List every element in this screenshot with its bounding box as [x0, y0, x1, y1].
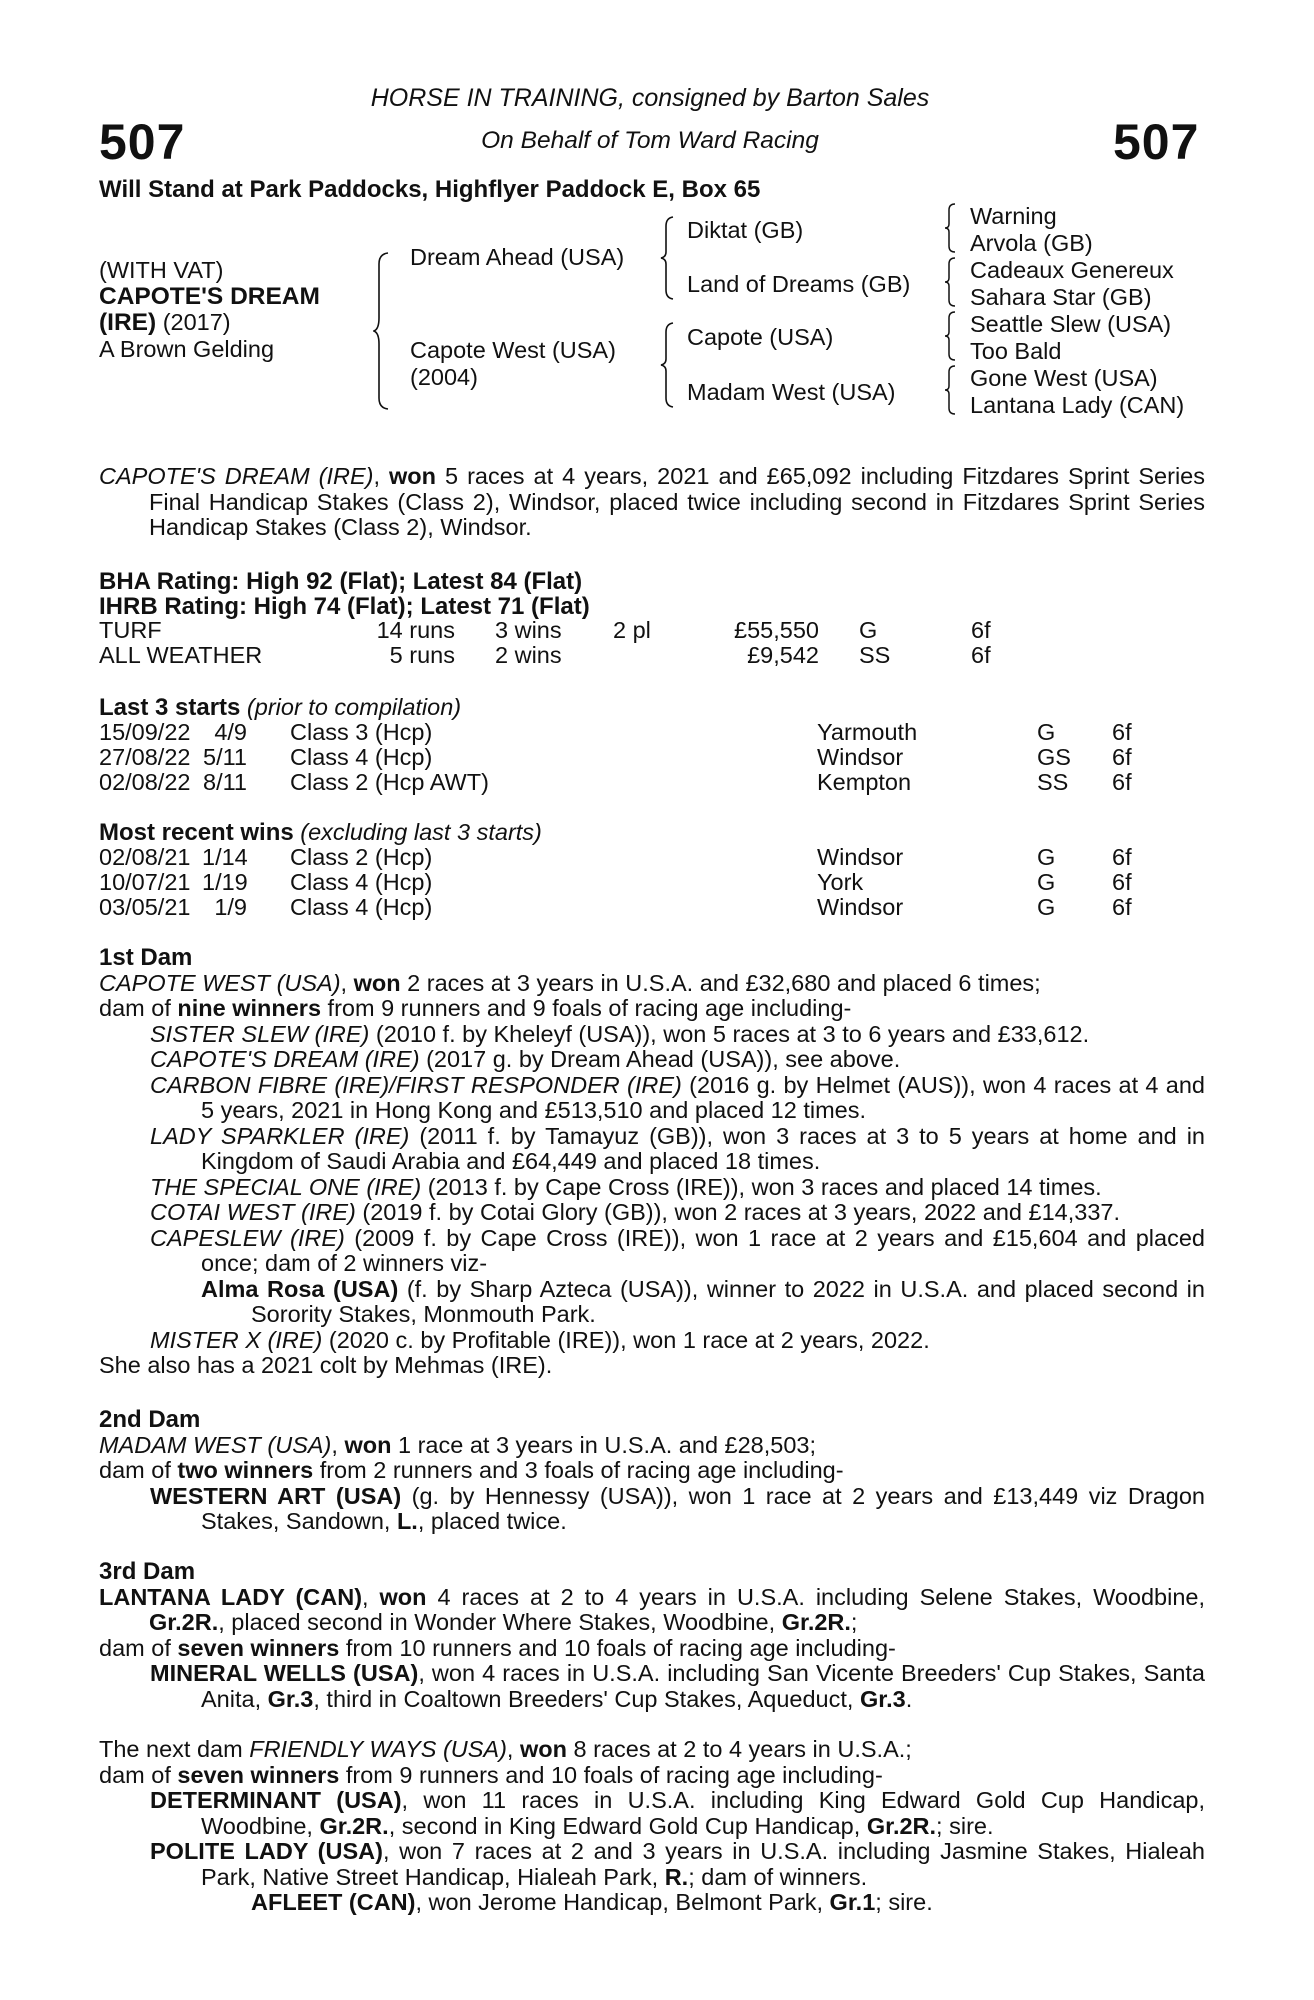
horse-country: (IRE) [99, 309, 157, 336]
won-label: won [344, 1431, 392, 1458]
won-label: won [379, 1583, 427, 1610]
start-date: 27/08/22 [99, 744, 191, 770]
first-dam-produce [99, 996, 1205, 1022]
produce-text: from 9 runners and 10 foals of racing age including- [339, 1761, 883, 1788]
progeny-entry [99, 1022, 1205, 1048]
first-dam-section [99, 945, 1205, 1379]
row-distance: 6f [971, 617, 991, 643]
start-class: Class 2 (Hcp AWT) [290, 769, 489, 795]
horse-name-suffix [99, 310, 231, 336]
row-going: G [859, 617, 878, 643]
row-label: ALL WEATHER [99, 642, 263, 668]
progeny-name: POLITE LADY (USA) [150, 1838, 383, 1864]
progeny-text: (2017 g. by Dream Ahead (USA)), see above. [419, 1046, 901, 1072]
start-distance: 6f [1112, 744, 1132, 770]
start-class: Class 3 (Hcp) [290, 719, 433, 745]
progeny-text: , won 11 races in U.S.A. including King Edward Gold Cup Handicap, Woodbine, [201, 1787, 1205, 1839]
row-runs: 14 runs [376, 617, 455, 643]
start-course: Kempton [817, 769, 912, 795]
produce-text: from 2 runners and 3 foals of racing age including- [313, 1457, 844, 1483]
win-position: 1/14 [202, 844, 248, 870]
summary-won: won [389, 463, 437, 489]
progeny-entry [99, 1661, 1205, 1712]
lot-number-right: 507 [1113, 114, 1200, 170]
brace-dd [944, 365, 956, 415]
progeny-text: (f. by Sharp Azteca (USA)), winner to 2022 in U.S.A. and placed second in Sorority Stakes, Monmouth Park. [251, 1275, 1205, 1327]
row-label: TURF [99, 617, 162, 643]
ped-sdd: Sahara Star (GB) [970, 284, 1152, 310]
progeny-text: (2016 g. by Helmet (AUS)), won 4 races at 4 and 5 years, 2021 in Hong Kong and £513,510 and placed 12 times. [201, 1071, 1205, 1123]
progeny-name: LADY SPARKLER (IRE) [150, 1122, 410, 1149]
first-dam-text: 2 races at 3 years in U.S.A. and £32,680 and placed 6 times; [400, 969, 1041, 996]
race-grade: Gr.1 [829, 1889, 876, 1915]
progeny-text: , won Jerome Handicap, Belmont Park, [415, 1889, 830, 1915]
vat-note: (WITH VAT) [99, 257, 224, 283]
second-dam-produce [99, 1458, 1205, 1484]
progeny-name: SISTER SLEW (IRE) [150, 1020, 370, 1047]
horse-year: (2017) [156, 309, 231, 335]
sire-dam: Land of Dreams (GB) [687, 271, 911, 297]
start-going: SS [1037, 769, 1069, 795]
progeny-text: (2020 c. by Profitable (IRE)), won 1 race at 2 years, 2022. [322, 1326, 930, 1353]
dam-of-label: dam of [99, 1634, 178, 1661]
ped-sds: Cadeaux Genereux [970, 257, 1174, 283]
third-dam-text: ; [850, 1609, 858, 1635]
progeny-text: . [905, 1685, 913, 1712]
third-dam-text: 4 races at 2 to 4 years in U.S.A. including Selene Stakes, Woodbine, [426, 1583, 1205, 1610]
ped-dds: Gone West (USA) [970, 365, 1158, 391]
win-date: 10/07/21 [99, 869, 191, 895]
progeny-text: (2009 f. by Cape Cross (IRE)), won 1 race at 2 years and £15,604 and placed once; dam of 2 winners viz- [201, 1224, 1205, 1276]
next-dam-label: The next dam [99, 1736, 250, 1762]
third-dam-section [99, 1559, 1205, 1712]
start-class: Class 4 (Hcp) [290, 744, 433, 770]
row-going: SS [859, 642, 891, 668]
ped-dss: Seattle Slew (USA) [970, 311, 1172, 337]
recent-heading [99, 819, 542, 847]
winners-count: nine winners [177, 995, 322, 1021]
third-dam-text: , placed second in Wonder Where Stakes, Woodbine, [218, 1609, 782, 1635]
progeny-entry [99, 1200, 1205, 1226]
win-date: 03/05/21 [99, 894, 191, 920]
sire-sire: Diktat (GB) [687, 217, 804, 243]
start-position: 5/11 [203, 744, 247, 770]
start-date: 15/09/22 [99, 719, 191, 745]
third-dam-title: 3rd Dam [99, 1558, 196, 1585]
progeny-name: WESTERN ART (USA) [150, 1482, 402, 1509]
last3-heading [99, 694, 461, 722]
next-dam-name: FRIENDLY WAYS (USA) [249, 1736, 507, 1762]
start-position: 4/9 [214, 719, 247, 745]
progeny-text: (2011 f. by Tamayuz (GB)), won 3 races at 3 to 5 years at home and in Kingdom of Saudi Arabia and £64,449 and placed 18 times. [201, 1122, 1205, 1174]
dam-dam: Madam West (USA) [687, 379, 896, 405]
progeny-entry [99, 1226, 1205, 1277]
summary-horse-name: CAPOTE'S DREAM (IRE) [99, 463, 374, 489]
progeny-entry [99, 1788, 1205, 1839]
progeny-entry [99, 1124, 1205, 1175]
progeny-entry [99, 1047, 1205, 1073]
start-going: G [1037, 719, 1056, 745]
row-prize: £9,542 [747, 642, 819, 668]
lot-number-left: 507 [99, 114, 186, 170]
race-grade: Gr.3 [859, 1685, 906, 1712]
progeny-name: THE SPECIAL ONE (IRE) [150, 1173, 422, 1200]
progeny-name: CARBON FIBRE (IRE)/FIRST RESPONDER (IRE) [150, 1071, 682, 1098]
win-going: G [1037, 894, 1056, 920]
race-grade: Gr.3 [267, 1685, 314, 1712]
dam-of-label: dam of [99, 995, 178, 1021]
progeny-text: ; sire. [875, 1889, 933, 1915]
progeny-text: (2013 f. by Cape Cross (IRE)), won 3 races and placed 14 times. [421, 1173, 1102, 1200]
second-dam-section [99, 1407, 1205, 1535]
brace-ss [944, 203, 956, 253]
dam-name: Capote West (USA) [410, 337, 616, 363]
win-position: 1/9 [214, 894, 247, 920]
ped-ssd: Arvola (GB) [970, 230, 1093, 256]
row-runs: 5 runs [389, 642, 455, 668]
win-distance: 6f [1112, 844, 1132, 870]
progeny-text: ; dam of winners. [688, 1863, 868, 1890]
first-dam-note: She also has a 2021 colt by Mehmas (IRE). [99, 1352, 553, 1378]
row-distance: 6f [971, 642, 991, 668]
recent-note: (excluding last 3 starts) [293, 819, 542, 845]
progeny-text: (2019 f. by Cotai Glory (GB)), won 2 races at 3 years, 2022 and £14,337. [355, 1199, 1120, 1225]
stand-location: Will Stand at Park Paddocks, Highflyer Paddock E, Box 65 [99, 176, 761, 203]
win-course: Windsor [817, 844, 904, 870]
dam-sire: Capote (USA) [687, 324, 834, 350]
won-label: won [519, 1736, 567, 1762]
race-grade: Gr.2R. [866, 1812, 937, 1839]
produce-text: from 10 runners and 10 foals of racing age including- [339, 1634, 896, 1661]
second-dam-text: 1 race at 3 years in U.S.A. and £28,503; [391, 1431, 817, 1458]
progeny-entry [99, 1073, 1205, 1124]
next-dam-text: 8 races at 2 to 4 years in U.S.A.; [566, 1736, 912, 1762]
win-course: Windsor [817, 894, 904, 920]
race-grade: Gr.2R. [781, 1609, 851, 1635]
sire-brace [660, 216, 674, 300]
start-position: 8/11 [203, 769, 247, 795]
bha-rating: BHA Rating: High 92 (Flat); Latest 84 (Flat) [99, 568, 583, 595]
progeny-name: Alma Rosa (USA) [201, 1275, 399, 1302]
progeny-entry [99, 1484, 1205, 1535]
dam-brace [660, 322, 674, 408]
progeny-name: DETERMINANT (USA) [150, 1787, 402, 1813]
summary-text: 5 races at 4 years, 2021 and £65,092 including Fitzdares Sprint Series Final Handicap Stakes (Class 2), Windsor, placed twice including second in Fitzdares Sprint Series Handicap Stakes (Class 2), Windsor. [149, 463, 1205, 540]
progeny-entry [99, 1175, 1205, 1201]
second-dam-title: 2nd Dam [99, 1406, 201, 1433]
summary-paragraph: CAPOTE'S DREAM (IRE), won 5 races at 4 years, 2021 and £65,092 including Fitzdares Sprint Series Final Handicap Stakes (Class 2), Windsor, placed twice including second in Fitzdares Sprint Series Handicap Stakes (Class 2), Windsor. [99, 463, 1205, 540]
progeny-text: (2010 f. by Kheleyf (USA)), won 5 races at 3 to 6 years and £33,612. [369, 1020, 1090, 1047]
progeny-text: , won 7 races at 2 and 3 years in U.S.A. including Jasmine Stakes, Hialeah Park, Native Street Handicap, Hialeah Park, [201, 1838, 1205, 1890]
row-wins: 2 wins [495, 642, 562, 668]
progeny-name: CAPOTE'S DREAM (IRE) [150, 1046, 420, 1072]
progeny-name: CAPESLEW (IRE) [150, 1224, 345, 1251]
first-dam-record: CAPOTE WEST (USA), won 2 races at 3 years in U.S.A. and £32,680 and placed 6 times; [99, 969, 1041, 996]
race-grade: R. [664, 1863, 689, 1890]
progeny-text: , placed twice. [417, 1508, 567, 1534]
first-dam-title: 1st Dam [99, 944, 193, 971]
win-going: G [1037, 844, 1056, 870]
ped-dsd: Too Bald [970, 338, 1062, 364]
progeny-text: , won 4 races in U.S.A. including San Vicente Breeders' Cup Stakes, Santa Anita, [201, 1660, 1205, 1712]
third-dam-record: LANTANA LADY (CAN), won 4 races at 2 to 4 years in U.S.A. including Selene Stakes, Woodbine, Gr.2R., placed second in Wonder Where Stakes, Woodbine, Gr.2R.; [99, 1583, 1205, 1635]
race-summary [99, 464, 1205, 541]
start-course: Windsor [817, 744, 904, 770]
progeny-name: MISTER X (IRE) [150, 1326, 323, 1353]
row-prize: £55,550 [734, 617, 819, 643]
pedigree-brace-main [373, 252, 389, 410]
last3-note: (prior to compilation) [240, 694, 462, 720]
progeny-text: ; sire. [936, 1812, 994, 1839]
ped-sss: Warning [970, 203, 1057, 229]
progeny-text: (g. by Hennessy (USA)), won 1 race at 2 years and £13,449 viz Dragon Stakes, Sandown, [201, 1482, 1205, 1534]
sire-name: Dream Ahead (USA) [410, 244, 625, 270]
ped-ddd: Lantana Lady (CAN) [970, 392, 1185, 418]
second-dam-record: MADAM WEST (USA), won 1 race at 3 years in U.S.A. and £28,503; [99, 1431, 817, 1458]
progeny-name: AFLEET (CAN) [251, 1889, 416, 1915]
winners-count: seven winners [177, 1634, 340, 1661]
win-class: Class 4 (Hcp) [290, 894, 433, 920]
race-grade: Gr.2R. [319, 1812, 389, 1839]
win-course: York [817, 869, 864, 895]
horse-name: CAPOTE'S DREAM [99, 283, 320, 310]
consignor-line: On Behalf of Tom Ward Racing [481, 127, 819, 154]
row-wins: 3 wins [495, 617, 562, 643]
dam-of-label: dam of [99, 1457, 178, 1483]
row-placed: 2 pl [613, 617, 651, 643]
start-course: Yarmouth [817, 719, 918, 745]
start-distance: 6f [1112, 719, 1132, 745]
win-position: 1/19 [202, 869, 248, 895]
recent-title: Most recent wins [99, 819, 294, 846]
race-grade: L. [396, 1508, 418, 1534]
start-going: GS [1037, 744, 1071, 770]
second-dam-name: MADAM WEST (USA) [99, 1431, 332, 1458]
race-grade: Gr.2R. [149, 1609, 219, 1635]
progeny-name: MINERAL WELLS (USA) [150, 1660, 419, 1686]
progeny-name: COTAI WEST (IRE) [150, 1199, 356, 1225]
progeny-entry [99, 1328, 1205, 1354]
next-dam-record: The next dam FRIENDLY WAYS (USA), won 8 races at 2 to 4 years in U.S.A.; [99, 1736, 912, 1762]
win-distance: 6f [1112, 869, 1132, 895]
won-label: won [353, 969, 401, 996]
progeny-text: , second in King Edward Gold Cup Handicap, [388, 1812, 867, 1839]
dam-year: (2004) [410, 364, 478, 390]
winners-count: seven winners [177, 1761, 340, 1788]
dam-of-label: dam of [99, 1761, 178, 1788]
ihrb-rating: IHRB Rating: High 74 (Flat); Latest 71 (Flat) [99, 593, 590, 620]
consignment-line: HORSE IN TRAINING, consigned by Barton Sales [370, 84, 930, 112]
first-dam-name: CAPOTE WEST (USA) [99, 969, 341, 996]
progeny-entry [99, 1890, 1205, 1916]
start-date: 02/08/22 [99, 769, 191, 795]
horse-description: A Brown Gelding [99, 336, 275, 362]
third-dam-produce [99, 1636, 1205, 1662]
win-going: G [1037, 869, 1056, 895]
win-date: 02/08/21 [99, 844, 191, 870]
start-distance: 6f [1112, 769, 1132, 795]
brace-sd [944, 257, 956, 307]
third-dam-name: LANTANA LADY (CAN) [99, 1583, 363, 1610]
win-class: Class 4 (Hcp) [290, 869, 433, 895]
winners-count: two winners [177, 1457, 314, 1483]
next-dam-section [99, 1737, 1205, 1916]
produce-text: from 9 runners and 9 foals of racing age including- [321, 995, 852, 1021]
next-dam-produce [99, 1763, 1205, 1789]
progeny-text: , third in Coaltown Breeders' Cup Stakes, Aqueduct, [313, 1685, 860, 1712]
last3-title: Last 3 starts [99, 694, 241, 721]
brace-ds [944, 311, 956, 361]
win-class: Class 2 (Hcp) [290, 844, 433, 870]
grand-progeny-entry [99, 1277, 1205, 1328]
win-distance: 6f [1112, 894, 1132, 920]
progeny-entry [99, 1839, 1205, 1890]
